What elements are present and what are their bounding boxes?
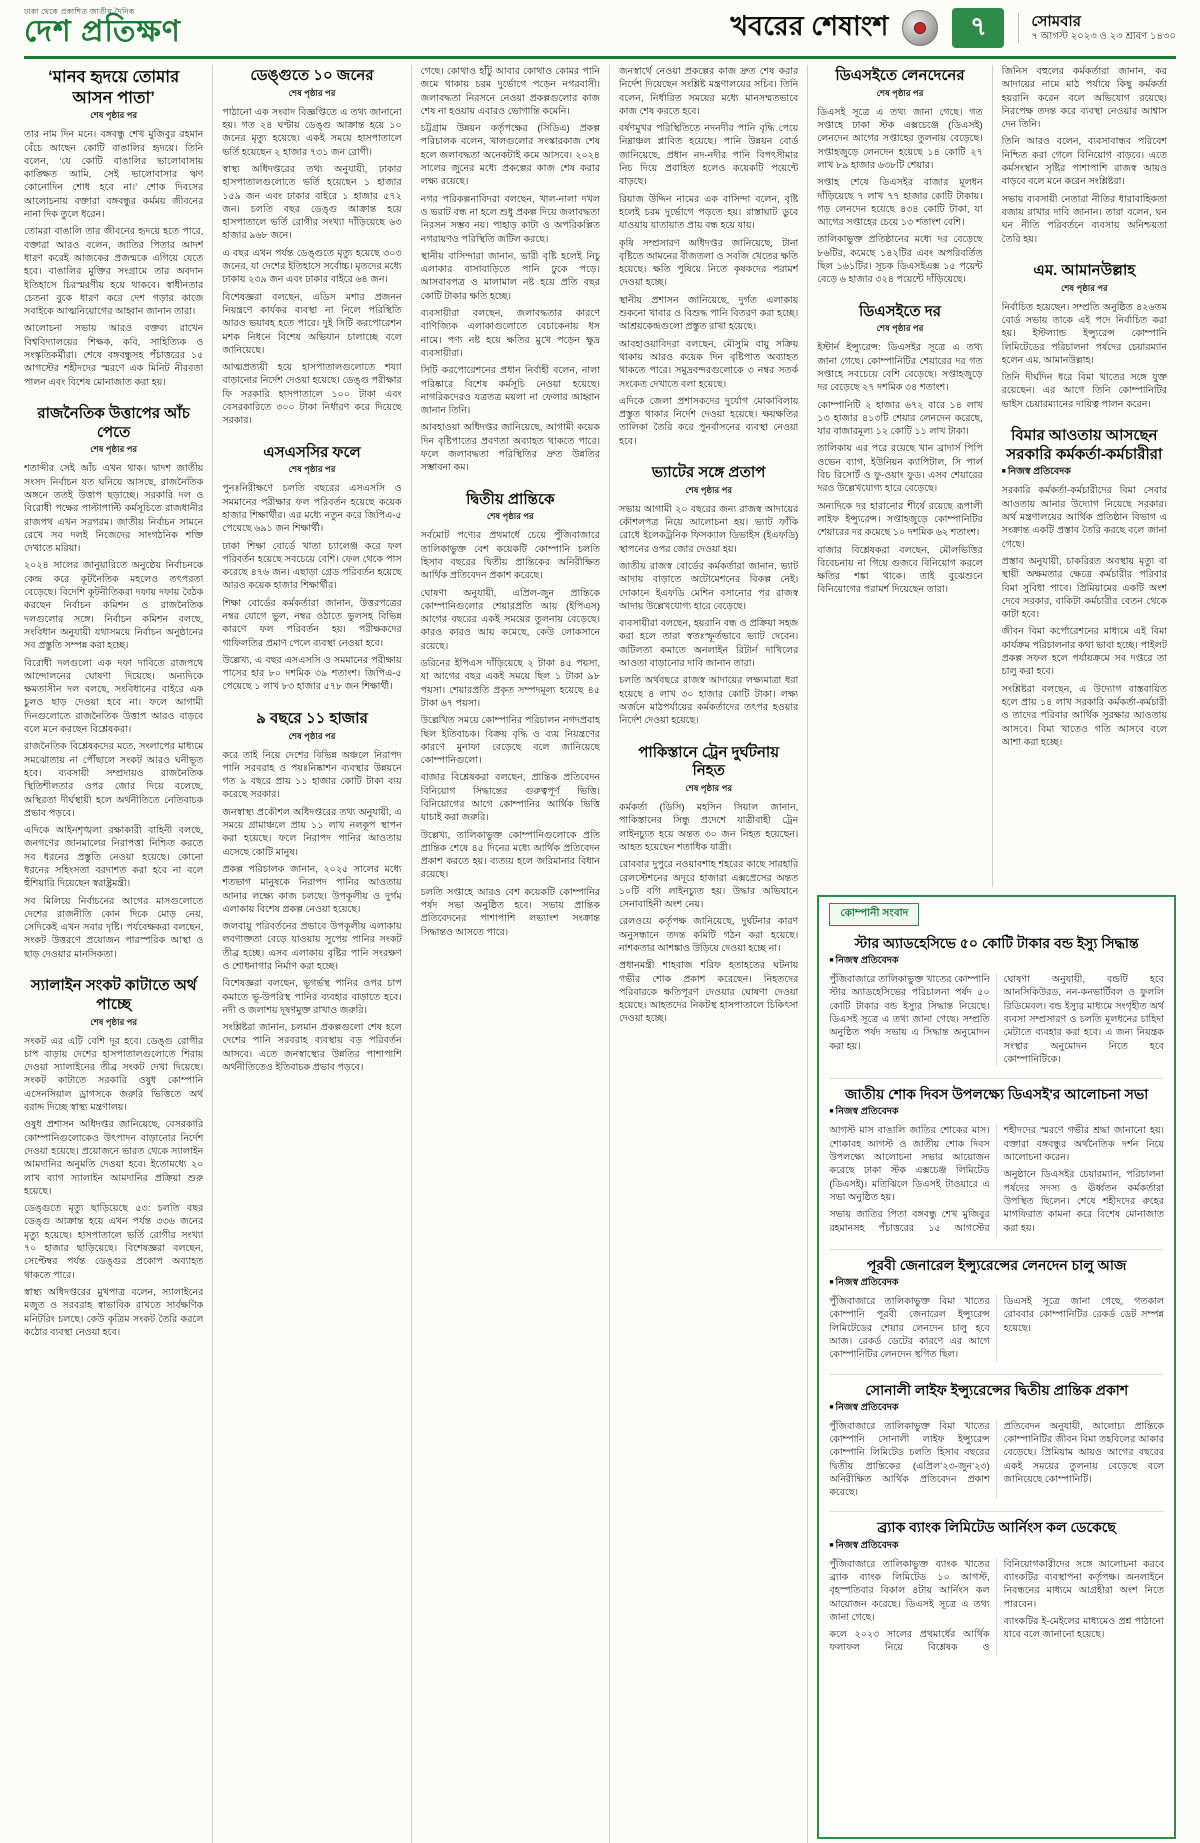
paragraph: এদিকে আইনশৃঙ্খলা রক্ষাকারী বাহিনী বলছে, জনগণের জানমালের নিরাপত্তা নিশ্চিত করতে সব ধরনের প্রস্তুতি নেওয়া হয়েছে। কোনো ধরনের সহিংসতা বরদাশত করা হবে না বলে হুঁশিয়ারি দিয়েছেন স্বরাষ্ট্রমন্ত্রী। bbox=[24, 825, 204, 890]
paragraph: সব মিলিয়ে নির্বাচনের আগের মাসগুলোতে দেশের রাজনীতি কোন দিকে মোড় নেয়, সেদিকেই এখন সবার দৃষ্টি। পর্যবেক্ষকরা বলছেন, সংকট উত্তরণে প্রয়োজন পারস্পরিক আস্থা ও ছাড় দেওয়ার মানসিকতা। bbox=[24, 895, 204, 960]
paragraph: রিয়াজ উদ্দিন নামের এক বাসিন্দা বলেন, বৃষ্টি হলেই চরম দুর্ভোগে পড়তে হয়। রাস্তাঘাট ডুবে যাওয়ায় যাতায়াত প্রায় বন্ধ হয়ে যায়। bbox=[618, 193, 799, 232]
story-headline: ডেঙ্গুতে ১০ জনের bbox=[250, 67, 374, 84]
paragraph: সপ্তাহ শেষে ডিএসইর বাজার মূলধন দাঁড়িয়েছে ৭ লাখ ৭৭ হাজার কোটি টাকায়। গড় লেনদেন হয়েছে ৪৩৪ কোটি টাকা, যা আগের সপ্তাহের চেয়ে ১৩ শতাংশ বেশি। bbox=[817, 177, 983, 229]
continued-label: শেষ পৃষ্ঠার পর bbox=[486, 511, 534, 522]
paragraph: ডিএসই সূত্রে জানা গেছে, গতকাল রোববার কোম্পানিটির রেকর্ড ডেট সম্পন্ন হয়েছে। bbox=[1003, 1296, 1164, 1334]
story-headline: পাকিস্তানে ট্রেন দুর্ঘটনায় নিহত bbox=[638, 743, 780, 780]
story-body bbox=[619, 801, 798, 1026]
paragraph: ডিএসই সূত্রে এ তথ্য জানা গেছে। গত সপ্তাহে ঢাকা স্টক এক্সচেঞ্জে (ডিএসই) লেনদেন আগের সপ্তাহের তুলনায় বেড়েছে। সপ্তাহজুড়ে লেনদেন হয়েছে ১৪ কোটি ২৭ লাখ ৮৯ হাজার ৬৩৮টি শেয়ার। bbox=[817, 106, 983, 171]
column-4 bbox=[609, 65, 807, 1843]
story-continuation-revenue bbox=[1002, 65, 1167, 250]
box-story-dse-mourning-day bbox=[829, 1074, 1164, 1237]
paragraph: ইস্টার্ন ইন্স্যুরেন্স: ডিএসইর সূত্রে এ তথ্য জানা গেছে। কোম্পানিটির শেয়ারের দর গত সপ্তাহে সবচেয়ে বেশি বেড়েছে। সপ্তাহজুড়ে দর বেড়েছে ২৭ দশমিক ৩৪ শতাংশ। bbox=[817, 342, 983, 394]
company-news-box bbox=[817, 895, 1176, 1839]
paragraph: স্থানীয় প্রশাসন জানিয়েছে, দুর্গত এলাকায় শুকনো খাবার ও বিশুদ্ধ পানি বিতরণ করা হচ্ছে। আশ্রয়কেন্দ্রগুলো প্রস্তুত রাখা হয়েছে। bbox=[618, 294, 799, 333]
brand-tagline: ঢাকা থেকে প্রকাশিত জাতীয় দৈনিক bbox=[24, 7, 135, 17]
paragraph: ঢাকা শিক্ষা বোর্ডে খাতা চ্যালেঞ্জ করে ফল পরিবর্তন হয়েছে সবচেয়ে বেশি। ফেল থেকে পাস করেছে ৪৭৬ জন। এছাড়া গ্রেড পরিবর্তন হয়েছে আরও কয়েক হাজার শিক্ষার্থীর। bbox=[222, 540, 402, 592]
box-story-body bbox=[829, 1124, 1164, 1236]
paragraph: সরকারি কর্মকর্তা-কর্মচারীদের বিমা সেবার আওতায় আনার উদ্যোগ নিয়েছে সরকার। অর্থ মন্ত্রণালয়ের আর্থিক প্রতিষ্ঠান বিভাগ এ সংক্রান্ত একটি প্রস্তাব তৈরি করছে বলে জানা গেছে। bbox=[1001, 485, 1167, 550]
story-body bbox=[619, 503, 798, 728]
paragraph: নগর পরিকল্পনাবিদরা বলছেন, খাল-নালা দখল ও ভরাট বন্ধ না হলে শুধু প্রকল্প দিয়ে জলাবদ্ধতা নিরসন সম্ভব নয়। পাহাড় কাটা ও অপরিকল্পিত নগরায়ণও পরিস্থিতি জটিল করছে। bbox=[420, 193, 600, 245]
box-story-star-adhesive-bond bbox=[829, 930, 1164, 1066]
paragraph: স্বাস্থ্য অধিদপ্তরের তথ্য অনুযায়ী, ঢাকার হাসপাতালগুলোতে ভর্তি হয়েছেন ১ হাজার ১৫৯ জন এবং ঢাকার বাইরে ১ হাজার ৫৭২ জন। চলতি বছর ডেঙ্গু আক্রান্ত হয়ে হাসপাতালে ভর্তি রোগীর সংখ্যা দাঁড়িয়েছে ৬৩ হাজার ৯৬৮ জনে। bbox=[222, 163, 402, 242]
paragraph: চলতি সপ্তাহে আরও বেশ কয়েকটি কোম্পানির পর্ষদ সভা অনুষ্ঠিত হবে। সভায় প্রান্তিক প্রতিবেদনের পাশাপাশি লভ্যাংশ সংক্রান্ত সিদ্ধান্তও আসতে পারে। bbox=[420, 886, 600, 938]
paragraph: সিটি করপোরেশনের প্রধান নির্বাহী বলেন, নালা পরিষ্কারে বিশেষ কর্মসূচি নেওয়া হয়েছে। নাগরিকদেরও যত্রতত্র ময়লা না ফেলার আহ্বান জানান তিনি। bbox=[420, 365, 600, 417]
paragraph: জনস্বার্থে নেওয়া প্রকল্পের কাজ দ্রুত শেষ করার নির্দেশ দিয়েছেন সংশ্লিষ্ট মন্ত্রণালয়ের সচিব। তিনি বলেন, নির্ধারিত সময়ের মধ্যে মানসম্মতভাবে কাজ শেষ করতে হবে। bbox=[618, 66, 799, 117]
reporter-byline: ■ নিজস্ব প্রতিবেদক bbox=[1002, 465, 1167, 480]
box-story-headline: সোনালী লাইফ ইন্স্যুরেন্সের দ্বিতীয় প্রান্তিক প্রকাশ bbox=[829, 1374, 1164, 1399]
story-ditiyo-prantik bbox=[421, 489, 600, 943]
brand bbox=[24, 8, 181, 47]
box-story-headline: জাতীয় শোক দিবস উপলক্ষ্যে ডিএসই'র আলোচনা সভা bbox=[829, 1078, 1164, 1103]
story-headline: ডিএসইতে লেনদেনের bbox=[835, 67, 965, 84]
story-body bbox=[222, 106, 401, 428]
story-body bbox=[222, 749, 401, 1075]
paragraph: চট্টগ্রাম উন্নয়ন কর্তৃপক্ষের (সিডিএ) প্রকল্প পরিচালক বলেন, খালগুলোর সংস্কারকাজ শেষ হলে জলাবদ্ধতা অনেকটাই কমে আসবে। ২০২৪ সালের জুনের মধ্যে প্রকল্পের কাজ শেষ করার লক্ষ্য রয়েছে। bbox=[420, 123, 600, 188]
reporter-byline: ■ নিজস্ব প্রতিবেদক bbox=[829, 954, 1164, 969]
paragraph: ব্যবসায়ীরা বলছেন, হয়রানি বন্ধ ও প্রক্রিয়া সহজ করা হলে তারা স্বতঃস্ফূর্তভাবে ভ্যাট দেবেন। জটিলতা কমাতে অনলাইন রিটার্ন দাখিলের আওতা বাড়ানোর দাবি জানান তারা। bbox=[618, 618, 799, 670]
paragraph: ডেঙ্গুতে মৃত্যু ছাড়িয়েছে ৫৩: চলতি বছর ডেঙ্গু আক্রান্ত হয়ে এখন পর্যন্ত ৩৩৬ জনের মৃত্যু হয়েছে। হাসপাতালে ভর্তি রোগীর সংখ্যা ৭০ হাজার ছাড়িয়েছে। বিশেষজ্ঞরা বলছেন, সেপ্টেম্বর পর্যন্ত ডেঙ্গুর প্রকোপ অব্যাহত থাকতে পারে। bbox=[24, 1203, 204, 1281]
box-story-body bbox=[829, 1295, 1164, 1361]
paragraph: সভায় জাতির পিতা বঙ্গবন্ধু শেখ মুজিবুর রহমানসহ পঁচাত্তরের ১৫ আগস্টের শহীদদের স্মরণে গভীর শ্রদ্ধা জানানো হয়। বক্তারা বঙ্গবন্ধুর অর্থনৈতিক দর্শন নিয়ে আলোচনা করেন। bbox=[829, 1125, 1164, 1234]
box-story-headline: পূরবী জেনারেল ইন্স্যুরেন্সের লেনদেন চালু আজ bbox=[829, 1249, 1164, 1274]
story-headline: ৯ বছরে ১১ হাজার bbox=[256, 709, 368, 727]
story-pakistan-train-accident bbox=[619, 742, 798, 1030]
paragraph: ঘোষণা অনুযায়ী, এপ্রিল-জুন প্রান্তিকে কোম্পানিগুলোর শেয়ারপ্রতি আয় (ইপিএস) আগের বছরের একই সময়ের তুলনায় বেড়েছে। কারও কারও আয় কমেছে, কেউ লোকসানে রয়েছে। bbox=[420, 587, 600, 652]
paragraph: ব্যবসায়ীরা বলছেন, জলাবদ্ধতার কারণে বাণিজ্যিক এলাকাগুলোতে বেচাকেনায় ধস নামে। পণ্য নষ্ট হয়ে ক্ষতির মুখে পড়েন ক্ষুদ্র ব্যবসায়ীরা। bbox=[420, 308, 600, 359]
paragraph: আবহাওয়াবিদরা বলছেন, মৌসুমি বায়ু সক্রিয় থাকায় আরও কয়েক দিন বৃষ্টিপাত অব্যাহত থাকতে পারে। সমুদ্রবন্দরগুলোকে ৩ নম্বর সতর্ক সংকেত দেখাতে বলা হয়েছে। bbox=[618, 338, 799, 390]
paragraph: প্রকল্প পরিচালক জানান, ২০২৫ সালের মধ্যে শতভাগ মানুষকে নিরাপদ পানির আওতায় আনার লক্ষ্যে কাজ চলছে। উপকূলীয় ও দুর্গম এলাকায় বিশেষ প্রকল্প নেওয়া হয়েছে। bbox=[222, 863, 402, 915]
masthead bbox=[24, 0, 1176, 59]
paragraph: তোমরা বাঙালি তার জীবনের হৃদয়ে হতে পারে, বক্তারা আরও বলেন, জাতির পিতার আদর্শ ধারণ করেই আজকের প্রজন্মকে এগিয়ে যেতে হবে। বাঙালির মুক্তির সংগ্রামে তার অবদান ইতিহাসে চিরস্মরণীয় হয়ে থাকবে। স্বাধীনতার চেতনা বুকে ধারণ করে দেশ গড়ার কাজে সবাইকে আত্মনিয়োগের আহ্বান জানান তারা। bbox=[24, 226, 204, 318]
story-dse-turnover bbox=[817, 65, 982, 291]
paragraph: ওষুধ প্রশাসন অধিদপ্তর জানিয়েছে, বেসরকারি কোম্পানিগুলোকেও উৎপাদন বাড়ানোর নির্দেশ দেওয়া হয়েছে। প্রয়োজনে ভারত থেকে স্যালাইন আমদানির অনুমতি দেওয়া হবে। ইতোমধ্যে ২০ লাখ ব্যাগ স্যালাইন আমদানির প্রক্রিয়া শুরু হয়েছে। bbox=[24, 1119, 204, 1197]
paragraph: উল্লেখিত সময়ে কোম্পানির পরিচালন নগদপ্রবাহ ছিল ইতিবাচক। বিক্রয় বৃদ্ধি ও ব্যয় নিয়ন্ত্রণের কারণে মুনাফা বেড়েছে বলে জানিয়েছে কোম্পানিগুলো। bbox=[420, 715, 600, 767]
story-continuation-flood bbox=[619, 65, 798, 452]
paragraph: আলোচনা সভায় আরও বক্তব্য রাখেন বিশ্ববিদ্যালয়ের শিক্ষক, কবি, সাহিত্যিক ও সংস্কৃতিকর্মীরা। শেষে বঙ্গবন্ধুসহ পঁচাত্তরের ১৫ আগস্টের শহীদদের স্মরণে এক মিনিট নীরবতা পালন এবং বিশেষ মোনাজাত করা হয়। bbox=[24, 323, 204, 388]
story-dengue-deaths bbox=[222, 65, 401, 432]
paragraph: পুঁজিবাজারে তালিকাভুক্ত খাতের কোম্পানি স্টার অ্যাডহেসিভের পরিচালনা পর্ষদ ৫০ কোটি টাকার বন্ড ইস্যুর সিদ্ধান্ত নিয়েছে। ডিএসই সূত্রে এ তথ্য জানা গেছে। সম্প্রতি অনুষ্ঠিত পর্ষদ সভায় এ সিদ্ধান্ত অনুমোদন করা হয়। bbox=[829, 974, 990, 1052]
continued-label: শেষ পৃষ্ঠার পর bbox=[685, 484, 733, 495]
paragraph: শিক্ষা বোর্ডের কর্মকর্তারা জানান, উত্তরপত্রের নম্বর যোগে ভুল, নম্বর ওঠাতে ভুলসহ বিভিন্ন কারণে ফল পরিবর্তন হয়। পরীক্ষকদের গাফিলতির প্রমাণ পেলে ব্যবস্থা নেওয়া হবে। bbox=[222, 597, 402, 649]
paragraph: সর্বমোট পণ্যের প্রথমার্ধে চেয়ে পুঁজিবাজারে তালিকাভুক্ত বেশ কয়েকটি কোম্পানি চলতি হিসাব বছরের দ্বিতীয় প্রান্তিকের অনিরীক্ষিত আর্থিক প্রতিবেদন প্রকাশ করেছে। bbox=[420, 530, 600, 582]
paragraph: সভায় ব্যবসায়ী নেতারা নীতির ধারাবাহিকতা বজায় রাখার দাবি জানান। তারা বলেন, ঘন ঘন নীতি পরিবর্তনে ব্যবসায় অনিশ্চয়তা তৈরি হয়। bbox=[1001, 193, 1167, 245]
paragraph: চলতি অর্থবছরে রাজস্ব আদায়ের লক্ষ্যমাত্রা ধরা হয়েছে ৪ লাখ ৩০ হাজার কোটি টাকা। লক্ষ্য অর্জনে মাঠপর্যায়ের কর্মকর্তাদের তৎপর হওয়ার নির্দেশ দেওয়া হয়েছে। bbox=[618, 675, 799, 727]
paragraph: স্বাস্থ্য অধিদপ্তরের মুখপাত্র বলেন, স্যালাইনের মজুত ও সরবরাহ স্বাভাবিক রাখতে সার্বক্ষণিক মনিটরিং চলছে। কেউ কৃত্রিম সংকট তৈরি করলে কঠোর ব্যবস্থা নেওয়া হবে। bbox=[24, 1286, 204, 1338]
continued-label: শেষ পৃষ্ঠার পর bbox=[288, 87, 336, 98]
column-3 bbox=[411, 65, 609, 1843]
continued-label: শেষ পৃষ্ঠার পর bbox=[876, 323, 924, 334]
story-body bbox=[421, 65, 600, 475]
story-headline: ভ্যাটের সঙ্গে প্রতাপ bbox=[651, 464, 766, 482]
box-story-headline: স্টার অ্যাডহেসিভে ৫০ কোটি টাকার বন্ড ইস্যু সিদ্ধান্ত bbox=[854, 935, 1139, 951]
paragraph: রেলওয়ে কর্তৃপক্ষ জানিয়েছে, দুর্ঘটনার কারণ অনুসন্ধানে তদন্ত কমিটি গঠন করা হয়েছে। নাশকতার আশঙ্কাও উড়িয়ে দেওয়া হচ্ছে না। bbox=[618, 916, 799, 954]
box-story-body bbox=[829, 1420, 1164, 1500]
story-headline: ডিএসইতে দর bbox=[858, 302, 941, 320]
story-body bbox=[24, 1035, 203, 1340]
paragraph: জলবায়ু পরিবর্তনের প্রভাবে উপকূলীয় এলাকায় লবণাক্ততা বেড়ে যাওয়ায় সুপেয় পানির সংকট তীব্র হচ্ছে। এসব এলাকায় বৃষ্টির পানি সংরক্ষণ ও শোধনাগার নির্মাণ করা হচ্ছে। bbox=[222, 921, 402, 972]
paragraph: বাজার বিশ্লেষকরা বলছেন, মৌলভিত্তির বিবেচনায় না গিয়ে গুজবে বিনিয়োগ করলে ক্ষতির শঙ্কা থাকে। তাই বুঝেশুনে বিনিয়োগের পরামর্শ দিয়েছেন তারা। bbox=[817, 544, 983, 596]
paragraph: পাঠানো এক সংবাদ বিজ্ঞপ্তিতে এ তথ্য জানানো হয়। গত ২৪ ঘণ্টায় ডেঙ্গু আক্রান্ত হয়ে ১০ জনের মৃত্যু হয়েছে। একই সময়ে হাসপাতালে ভর্তি হয়েছেন ২ হাজার ৭৩১ জন রোগী। bbox=[222, 106, 402, 158]
newspaper-title: দেশ প্রতিক্ষণ bbox=[24, 15, 181, 49]
story-saline-shongkot bbox=[24, 975, 203, 1343]
story-body bbox=[1002, 301, 1167, 411]
box-story-purabi-general bbox=[829, 1245, 1164, 1362]
page-number-badge: ৭ bbox=[952, 8, 1004, 48]
box-story-body bbox=[829, 1558, 1164, 1655]
paragraph: শতাব্দীর সেই আঁচ এখন থাক। দ্বাদশ জাতীয় সংসদ নির্বাচন যত ঘনিয়ে আসছে, রাজনৈতিক অঙ্গনে ততই উত্তাপ ছড়াচ্ছে। সরকারি দল ও বিরোধী পক্ষের পাল্টাপাল্টি কর্মসূচিতে রাজধানীর রাজপথ এখন সরগরম। জাতীয় নির্বাচন সামনে রেখে সব দলই নিজেদের সাংগঠনিক শক্তি দেখাতে মরিয়া। bbox=[24, 463, 204, 555]
paragraph: তিনি আরও বলেন, ব্যবসাবান্ধব পরিবেশ নিশ্চিত করা গেলে বিনিয়োগ বাড়বে। এতে কর্মসংস্থান সৃষ্টির পাশাপাশি রাজস্ব আয়ও বাড়বে বলে মনে করেন সংশ্লিষ্টরা। bbox=[1001, 136, 1167, 188]
reporter-byline: ■ নিজস্ব প্রতিবেদক bbox=[829, 1401, 1164, 1416]
paragraph: জনস্বাস্থ্য প্রকৌশল অধিদপ্তরের তথ্য অনুযায়ী, এ সময়ে গ্রামাঞ্চলে প্রায় ১১ লাখ নলকূপ স্থাপন করা হয়েছে। ফলে নিরাপদ পানির আওতায় এসেছে কোটি মানুষ। bbox=[222, 806, 402, 858]
company-news-box-label: কোম্পানী সংবাদ bbox=[829, 903, 919, 926]
paragraph: গেছে। কোথাও হাঁটু আবার কোথাও কোমর পানি জমে থাকায় চরম দুর্ভোগে পড়েন নগরবাসী। জলাবদ্ধতা নিরসনে নেওয়া প্রকল্পগুলোর কাজ শেষ না হওয়ায় এবারও ভোগান্তি কমেনি। bbox=[420, 66, 600, 117]
paragraph: আত্মপ্রত্যয়ী হয়ে হাসপাতালগুলোতে শয্যা বাড়ানোর নির্দেশ দেওয়া হয়েছে। ডেঙ্গু পরীক্ষার ফি সরকারি হাসপাতালে ১০০ টাকা এবং বেসরকারিতে ৩০০ টাকা নির্ধারণ করে দিয়েছে সরকার। bbox=[222, 362, 402, 427]
paragraph: জাতীয় রাজস্ব বোর্ডের কর্মকর্তারা জানান, ভ্যাট আদায় বাড়াতে অটোমেশনের বিকল্প নেই। দোকানে ইএফডি মেশিন বসানোর পর রাজস্ব আদায় উল্লেখযোগ্য হারে বেড়েছে। bbox=[618, 560, 799, 612]
story-body bbox=[1002, 65, 1167, 246]
paragraph: রোববার দুপুরে নওয়াবশাহ শহরের কাছে সারহারি রেলস্টেশনের অদূরে হাজারা এক্সপ্রেসের অন্তত ১০টি বগি লাইনচ্যুত হয়। উদ্ধার অভিযানে সেনাবাহিনী অংশ নেয়। bbox=[618, 859, 799, 911]
continued-label: শেষ পৃষ্ঠার পর bbox=[876, 87, 924, 98]
paragraph: স্থানীয় বাসিন্দারা জানান, ভারী বৃষ্টি হলেই নিচু এলাকার বাসাবাড়িতে পানি ঢুকে পড়ে। আসবাবপত্র ও মালামাল নষ্ট হয়ে প্রতি বছর কোটি টাকার ক্ষতি হচ্ছে। bbox=[420, 250, 600, 302]
paragraph: সংশ্লিষ্টরা বলছেন, এ উদ্যোগ বাস্তবায়িত হলে প্রায় ১৪ লাখ সরকারি কর্মকর্তা-কর্মচারী ও তাদের পরিবার আর্থিক সুরক্ষার আওতায় আসবে। বিমা খাতেও গতি আসবে বলে আশা করা হচ্ছে। bbox=[1001, 683, 1167, 748]
paragraph: কর্মকর্তা (ডিসি) মহসিন সিয়াল জানান, পাকিস্তানের সিন্ধু প্রদেশে যাত্রীবাহী ট্রেন লাইনচ্যুত হয়ে অন্তত ৩০ জন নিহত হয়েছেন। আহত হয়েছেন শতাধিক যাত্রী। bbox=[618, 802, 799, 853]
continued-label: শেষ পৃষ্ঠার পর bbox=[685, 783, 733, 794]
paragraph: ঘোষণা অনুযায়ী, বন্ডটি হবে আনসিকিউরড, নন-কনভার্টিবল ও ফুললি রিডিমেবল। বন্ড ইস্যুর মাধ্যমে সংগৃহীত অর্থ ব্যবসা সম্প্রসারণ ও চলতি মূলধনের চাহিদা মেটাতে ব্যবহার করা হবে। এ জন্য নিয়ন্ত্রক সংস্থার অনুমোদন নিতে হবে কোম্পানিটিকে। bbox=[1003, 974, 1164, 1065]
box-story-body bbox=[829, 973, 1164, 1066]
continued-label: শেষ পৃষ্ঠার পর bbox=[1060, 282, 1108, 293]
paragraph: বিশেষজ্ঞরা বলছেন, এডিস মশার প্রজনন নিয়ন্ত্রণে কার্যকর ব্যবস্থা না নিলে পরিস্থিতি আরও ভয়াবহ হতে পারে। দুই সিটি করপোরেশন মশক নিধনে বিশেষ অভিযান চালাচ্ছে বলে জানিয়েছে। bbox=[222, 291, 402, 356]
continued-label: শেষ পৃষ্ঠার পর bbox=[90, 110, 138, 121]
paragraph: তার নাম দিন মনে। বঙ্গবন্ধু শেখ মুজিবুর রহমান বেঁচে আছেন কোটি বাঙালির হৃদয়ে। তিনি বলেন, ‘যে কোটি বাঙালির ভালোবাসায় কাঙ্ক্ষিত আমি, সেই ভালোবাসার ঋণ কোনোদিন শোধ হবে না।’ শোক দিবসের আলোচনায় বক্তারা বঙ্গবন্ধুর কর্মময় জীবনের নানা দিক তুলে ধরেন। bbox=[24, 129, 204, 221]
continued-label: শেষ পৃষ্ঠার পর bbox=[90, 1016, 138, 1027]
reporter-byline: ■ নিজস্ব প্রতিবেদক bbox=[829, 1539, 1164, 1554]
paragraph: উল্লেখ্য, তালিকাভুক্ত কোম্পানিগুলোকে প্রতি প্রান্তিক শেষে ৪৫ দিনের মধ্যে আর্থিক প্রতিবেদন প্রকাশ করতে হয়। ব্যত্যয় হলে জরিমানার বিধান রয়েছে। bbox=[420, 829, 600, 881]
story-govt-employee-insurance bbox=[1002, 425, 1167, 753]
paragraph: তালিকাভুক্ত প্রতিষ্ঠানের মধ্যে দর বেড়েছে ৮৬টির, কমেছে ১৪২টির এবং অপরিবর্তিত ছিল ১৬১টির। সূচক ডিএসইএক্স ১৫ পয়েন্ট বেড়ে ৬ হাজার ৩২৪ পয়েন্টে দাঁড়িয়েছে। bbox=[817, 234, 983, 286]
paragraph: বিশেষজ্ঞরা বলছেন, ভূগর্ভস্থ পানির ওপর চাপ কমাতে ভূ-উপরিস্থ পানির ব্যবহার বাড়াতে হবে। নদী ও জলাশয় দূষণমুক্ত রাখাও জরুরি। bbox=[222, 978, 402, 1016]
paragraph: করে তাই নিয়ে দেশের বিভিন্ন অঞ্চলে নিরাপদ পানি সরবরাহ ও পয়ঃনিষ্কাশন ব্যবস্থার উন্নয়নে গত ৯ বছরে প্রায় ১১ হাজার কোটি টাকা ব্যয় করেছে সরকার। bbox=[222, 749, 402, 801]
box-story-brac-bank-earnings-call bbox=[829, 1507, 1164, 1654]
paragraph: নির্বাচিত হয়েছেন। সম্প্রতি অনুষ্ঠিত ৪২৬তম বোর্ড সভায় তাকে এই পদে নির্বাচিত করা হয়। ইস্টল্যান্ড ইন্স্যুরেন্স কোম্পানি লিমিটেডের পরিচালনা পর্ষদের চেয়ারম্যান হলেন এম. আমানউল্লাহ। bbox=[1001, 301, 1167, 366]
story-body bbox=[222, 482, 401, 693]
story-ssc-results bbox=[222, 442, 401, 698]
paragraph: বর্ষণমুখর পরিস্থিতিতে নদনদীর পানি বৃদ্ধি পেয়ে নিম্নাঞ্চল প্লাবিত হয়েছে। পানি উন্নয়ন বোর্ড জানিয়েছে, প্রধান নদ-নদীর পানি বিপৎসীমার নিচ দিয়ে প্রবাহিত হলেও কয়েকটি পয়েন্টে বাড়ছে। bbox=[618, 123, 799, 188]
paragraph: ডরিনের ইপিএস দাঁড়িয়েছে ২ টাকা ৪৫ পয়সা, যা আগের বছর একই সময়ে ছিল ১ টাকা ৯৮ পয়সা। শেয়ারপ্রতি প্রকৃত সম্পদমূল্য হয়েছে ৪৫ টাকা ৬৭ পয়সা। bbox=[420, 658, 600, 709]
paragraph: এদিকে জেলা প্রশাসকদের দুর্যোগ মোকাবিলায় প্রস্তুত থাকার নির্দেশ দেওয়া হয়েছে। ক্ষয়ক্ষতির তালিকা তৈরি করে পুনর্বাসনের ব্যবস্থা নেওয়া হবে। bbox=[618, 395, 799, 447]
paragraph: পুঁজিবাজারে তালিকাভুক্ত বিমা খাতের কোম্পানি সোনালী লাইফ ইন্স্যুরেন্স কোম্পানি লিমিটেড চলতি হিসাব বছরের দ্বিতীয় প্রান্তিকের (এপ্রিল’২৩-জুন’২৩) অনিরীক্ষিত আর্থিক প্রতিবেদন প্রকাশ করেছে। bbox=[829, 1420, 990, 1499]
newspaper-emblem-icon bbox=[902, 10, 938, 46]
story-headline: রাজনৈতিক উত্তাপের আঁচ পেতে bbox=[37, 404, 190, 441]
masthead-right bbox=[730, 6, 1176, 51]
paragraph: তালিকায় এর পরে রয়েছে খান ব্রাদার্স পিপি ওভেন ব্যাগ, ইউনিয়ন ক্যাপিটাল, সি পার্ল বিচ রিসোর্ট ও ফু-ওয়াং ফুড। এসব শেয়ারের দরও উল্লেখযোগ্য হারে বেড়েছে। bbox=[817, 443, 983, 495]
paragraph: প্রধানমন্ত্রী শাহবাজ শরিফ হতাহতের ঘটনায় গভীর শোক প্রকাশ করেছেন। নিহতদের পরিবারকে ক্ষতিপূরণ দেওয়ার ঘোষণা দেওয়া হয়েছে। আহতদের নিকটস্থ হাসপাতালে চিকিৎসা দেওয়া হচ্ছে। bbox=[618, 960, 799, 1025]
column-1 bbox=[24, 65, 212, 1843]
continued-label: শেষ পৃষ্ঠার পর bbox=[288, 730, 336, 741]
story-dse-price bbox=[817, 301, 982, 601]
column-5-6-wrapper bbox=[807, 65, 1176, 1843]
story-headline: বিমার আওতায় আসছেন সরকারি কর্মকর্তা-কর্মচারীরা bbox=[1006, 426, 1163, 463]
paragraph: ব্যাংকটির ই-মেইলের মাধ্যমেও প্রশ্ন পাঠানো যাবে বলে জানানো হয়েছে। bbox=[1003, 1615, 1164, 1641]
paragraph: কোম্পানিটি ২ হাজার ৬৭২ বারে ১৪ লাখ ১৩ হাজার ৪১৩টি শেয়ার লেনদেন করেছে, যার বাজারমূল্য ১২ কোটি ১১ লাখ টাকা। bbox=[817, 399, 983, 438]
story-body bbox=[619, 65, 798, 448]
reporter-byline: ■ নিজস্ব প্রতিবেদক bbox=[829, 1105, 1164, 1120]
paragraph: কৃষি সম্প্রসারণ অধিদপ্তর জানিয়েছে, টানা বৃষ্টিতে আমনের বীজতলা ও সবজি খেতের ক্ষতি হয়েছে। ক্ষতি পুষিয়ে নিতে কৃষকদের পরামর্শ দেওয়া হচ্ছে। bbox=[618, 237, 799, 289]
column-5 bbox=[817, 65, 991, 887]
date-block bbox=[1018, 13, 1176, 43]
paragraph: সংকট এর এটি বেশি দূর হবে। ডেঙ্গু রোগীর চাপ বাড়ায় দেশের হাসপাতালগুলোতে শিরায় দেওয়া স্যালাইনের তীব্র সংকট দেখা দিয়েছে। সংকট কাটাতে সরকারি ওষুধ কোম্পানি এসেনসিয়াল ড্রাগসকে জরুরি ভিত্তিতে অর্থ বরাদ্দ দিচ্ছে স্বাস্থ্য মন্ত্রণালয়। bbox=[24, 1035, 204, 1114]
story-body bbox=[1002, 484, 1167, 749]
paragraph: অনুষ্ঠানে ডিএসইর চেয়ারম্যান, পরিচালনা পর্ষদের সদস্য ও ঊর্ধ্বতন কর্মকর্তারা উপস্থিত ছিলেন। শেষে শহীদদের রুহের মাগফিরাত কামনা করে বিশেষ মোনাজাত করা হয়। bbox=[1003, 1169, 1164, 1234]
paragraph: পুঁজিবাজারে তালিকাভুক্ত ব্যাংক খাতের ব্র্যাক ব্যাংক লিমিটেড ১০ আগস্ট, বৃহস্পতিবার বিকাল ৪টায় আর্নিংস কল আয়োজন করেছে। ডিএসই সূত্রে এ তথ্য জানা গেছে। bbox=[829, 1558, 990, 1623]
column-2 bbox=[212, 65, 410, 1843]
emblem-dot-icon bbox=[914, 22, 926, 34]
right-columns-top bbox=[817, 65, 1176, 887]
date-label: ৭ আগস্ট ২০২৩ ও ২৩ শ্রাবণ ১৪৩০ bbox=[1031, 31, 1176, 42]
content-columns bbox=[24, 59, 1176, 1843]
paragraph: উল্লেখ্য, এ বছর এসএসসি ও সমমানের পরীক্ষায় পাসের হার ৮০ দশমিক ৩৯ শতাংশ। জিপিএ-৫ পেয়েছে ১ লাখ ৮৩ হাজার ৫৭৮ জন শিক্ষার্থী। bbox=[222, 654, 402, 693]
story-manob-hridoye bbox=[24, 65, 203, 393]
paragraph: ২০২৪ সালের জানুয়ারিতে অনুষ্ঠেয় নির্বাচনকে কেন্দ্র করে কূটনৈতিক মহলেও তৎপরতা বেড়েছে। বিদেশি কূটনীতিকরা দফায় দফায় বৈঠক করছেন নির্বাচন কমিশন ও রাজনৈতিক দলগুলোর সঙ্গে। নির্বাচন কমিশন বলছে, সংবিধান অনুযায়ী যথাসময়ে নির্বাচন অনুষ্ঠানের সব প্রস্তুতি সম্পন্ন করা হচ্ছে। bbox=[24, 560, 204, 652]
paragraph: আগস্ট মাস বাঙালি জাতির শোকের মাস। শোকাবহ আগস্ট ও জাতীয় শোক দিবস উপলক্ষ্যে আলোচনা সভার আয়োজন করেছে ঢাকা স্টক এক্সচেঞ্জ লিমিটেড (ডিএসই)। মতিঝিলে ডিএসই টাওয়ারে এ সভা অনুষ্ঠিত হয়। bbox=[829, 1125, 990, 1203]
story-rajnoitik-uttap bbox=[24, 403, 203, 965]
story-body bbox=[24, 128, 203, 389]
paragraph: কলে ২০২৩ সালের প্রথমার্ধের আর্থিক ফলাফল নিয়ে বিশ্লেষক ও বিনিয়োগকারীদের সঙ্গে আলোচনা করবে ব্যাংকটির ব্যবস্থাপনা কর্তৃপক্ষ। অনলাইনে নিবন্ধনের মাধ্যমে আগ্রহীরা অংশ নিতে পারবেন। bbox=[829, 1558, 1164, 1654]
paragraph: প্রতিবেদন অনুযায়ী, আলোচ্য প্রান্তিকে কোম্পানিটির জীবন বিমা তহবিলের আকার বেড়েছে। প্রিমিয়াম আয়ও আগের বছরের একই সময়ের তুলনায় বেড়েছে বলে জানিয়েছে কোম্পানিটি। bbox=[1003, 1420, 1164, 1485]
paragraph: জীবন বিমা কর্পোরেশনের মাধ্যমে এই বিমা কার্যক্রম পরিচালনার কথা ভাবা হচ্ছে। পাইলট প্রকল্প সফল হলে পর্যায়ক্রমে সব দপ্তরে তা চালু করা হবে। bbox=[1001, 626, 1167, 678]
story-headline: এসএসসির ফলে bbox=[263, 443, 361, 461]
paragraph: সভায় আগামী ২০ বছরের জন্য রাজস্ব আদায়ের কৌশলপত্র নিয়ে আলোচনা হয়। ভ্যাট ফাঁকি রোধে ইলেকট্রনিক ফিসক্যাল ডিভাইস (ইএফডি) স্থাপনের ওপর জোর দেওয়া হয়। bbox=[618, 503, 799, 555]
story-body bbox=[817, 341, 982, 596]
story-m-amanullah bbox=[1002, 260, 1167, 415]
column-6 bbox=[992, 65, 1176, 887]
paragraph: এ বছর এখন পর্যন্ত ডেঙ্গুতে মৃত্যু হয়েছে ৩০৩ জনের, যা দেশের ইতিহাসে সর্বোচ্চ। মৃতদের মধ্যে ঢাকায় ২৩৯ জন এবং ঢাকার বাইরে ৬৪ জন। bbox=[222, 247, 402, 286]
reporter-byline: ■ নিজস্ব প্রতিবেদক bbox=[829, 1276, 1164, 1291]
story-body bbox=[817, 106, 982, 287]
paragraph: বিরোধী দলগুলো এক দফা দাবিতে রাজপথে আন্দোলনের ঘোষণা দিয়েছে। অন্যদিকে ক্ষমতাসীন দল বলছে, সংবিধানের বাইরে এক চুলও ছাড় দেওয়া হবে না। ফলে আগামী দিনগুলোতে রাজনৈতিক উত্তাপ আরও বাড়বে বলে মনে করছেন বিশ্লেষকরা। bbox=[24, 657, 204, 736]
story-headline: ‘মানব হৃদয়ে তোমার আসন পাতা’ bbox=[48, 68, 180, 107]
story-headline: এম. আমানউল্লাহ bbox=[1033, 261, 1136, 279]
story-body bbox=[24, 462, 203, 961]
day-label: সোমবার bbox=[1031, 13, 1082, 30]
box-story-sonali-life-q2 bbox=[829, 1370, 1164, 1500]
continued-label: শেষ পৃষ্ঠার পর bbox=[288, 464, 336, 475]
section-title: খবরের শেষাংশ bbox=[730, 10, 889, 41]
paragraph: অন্যদিকে দর হারানোর শীর্ষে রয়েছে রূপালী লাইফ ইন্স্যুরেন্স। সপ্তাহজুড়ে কোম্পানিটির শেয়ারের দর কমেছে ১০ দশমিক ৬২ শতাংশ। bbox=[817, 500, 983, 539]
paragraph: পুনঃনিরীক্ষণে চলতি বছরের এসএসসি ও সমমানের পরীক্ষার ফল পরিবর্তন হয়েছে কয়েক হাজার শিক্ষার্থীর। এর মধ্যে নতুন করে জিপিএ-৫ পেয়েছে ৬৯১ জন শিক্ষার্থী। bbox=[222, 483, 402, 535]
story-body bbox=[421, 529, 600, 939]
story-headline: দ্বিতীয় প্রান্তিকে bbox=[466, 490, 555, 508]
paragraph: বাজার বিশ্লেষকরা বলছেন, প্রান্তিক প্রতিবেদন বিনিয়োগ সিদ্ধান্তের গুরুত্বপূর্ণ ভিত্তি। বিনিয়োগের আগে কোম্পানির আর্থিক ভিত্তি যাচাই করা জরুরি। bbox=[420, 772, 600, 824]
continued-label: শেষ পৃষ্ঠার পর bbox=[90, 444, 138, 455]
paragraph: তিনি দীর্ঘদিন ধরে বিমা খাতের সঙ্গে যুক্ত রয়েছেন। এর আগে তিনি কোম্পানিটির ভাইস চেয়ারম্যানের দায়িত্ব পালন করেন। bbox=[1001, 372, 1167, 410]
story-headline: স্যালাইন সংকট কাটাতে অর্থ পাচ্ছে bbox=[30, 977, 197, 1013]
paragraph: আবহাওয়া অধিদপ্তর জানিয়েছে, আগামী কয়েক দিন বৃষ্টিপাতের প্রবণতা অব্যাহত থাকতে পারে। ফলে জলাবদ্ধতা পরিস্থিতির দ্রুত উন্নতির সম্ভাবনা কম। bbox=[420, 422, 600, 474]
story-vat bbox=[619, 462, 798, 732]
box-story-headline: ব্র্যাক ব্যাংক লিমিটেড আর্নিংস কল ডেকেছে bbox=[829, 1511, 1164, 1536]
story-continuation-waterlogging bbox=[421, 65, 600, 479]
story-9-bochore-11-hajar bbox=[222, 708, 401, 1079]
paragraph: পুঁজিবাজারে তালিকাভুক্ত বিমা খাতের কোম্পানি পূরবী জেনারেল ইন্স্যুরেন্স লিমিটেডের শেয়ার লেনদেন চালু হবে আজ। রেকর্ড ডেটের কারণে এর আগে কোম্পানিটির লেনদেন স্থগিত ছিল। bbox=[829, 1296, 990, 1361]
paragraph: প্রস্তাব অনুযায়ী, চাকরিরত অবস্থায় মৃত্যু বা স্থায়ী অক্ষমতার ক্ষেত্রে কর্মচারীর পরিবার বিমা সুবিধা পাবে। প্রিমিয়ামের একটি অংশ দেবে সরকার, বাকিটা কর্মচারীর বেতন থেকে কাটা হবে। bbox=[1001, 555, 1167, 621]
paragraph: রাজনৈতিক বিশ্লেষকদের মতে, সংলাপের মাধ্যমে সমঝোতায় না পৌঁছালে সংকট আরও ঘনীভূত হবে। ব্যবসায়ী সম্প্রদায়ও রাজনৈতিক স্থিতিশীলতার ওপর জোর দিয়ে বলেছে, অস্থিরতা দীর্ঘস্থায়ী হলে অর্থনীতিতে নেতিবাচক প্রভাব পড়বে। bbox=[24, 741, 204, 819]
paragraph: সংশ্লিষ্টরা জানান, চলমান প্রকল্পগুলো শেষ হলে দেশের পানি সরবরাহ ব্যবস্থায় বড় পরিবর্তন আসবে। এতে জনস্বাস্থ্যের উন্নতির পাশাপাশি অর্থনীতিতেও ইতিবাচক প্রভাব পড়বে। bbox=[222, 1022, 402, 1074]
paragraph: জিনিস বহুলের কর্মকর্তারা জানান, কর আদায়ের নামে মাঠ পর্যায়ে কিছু কর্মকর্তা হয়রানি করেন বলে অভিযোগ রয়েছে। নিরপেক্ষ তদন্ত করে ব্যবস্থা নেওয়ার আশ্বাস দেন তিনি। bbox=[1001, 66, 1167, 131]
